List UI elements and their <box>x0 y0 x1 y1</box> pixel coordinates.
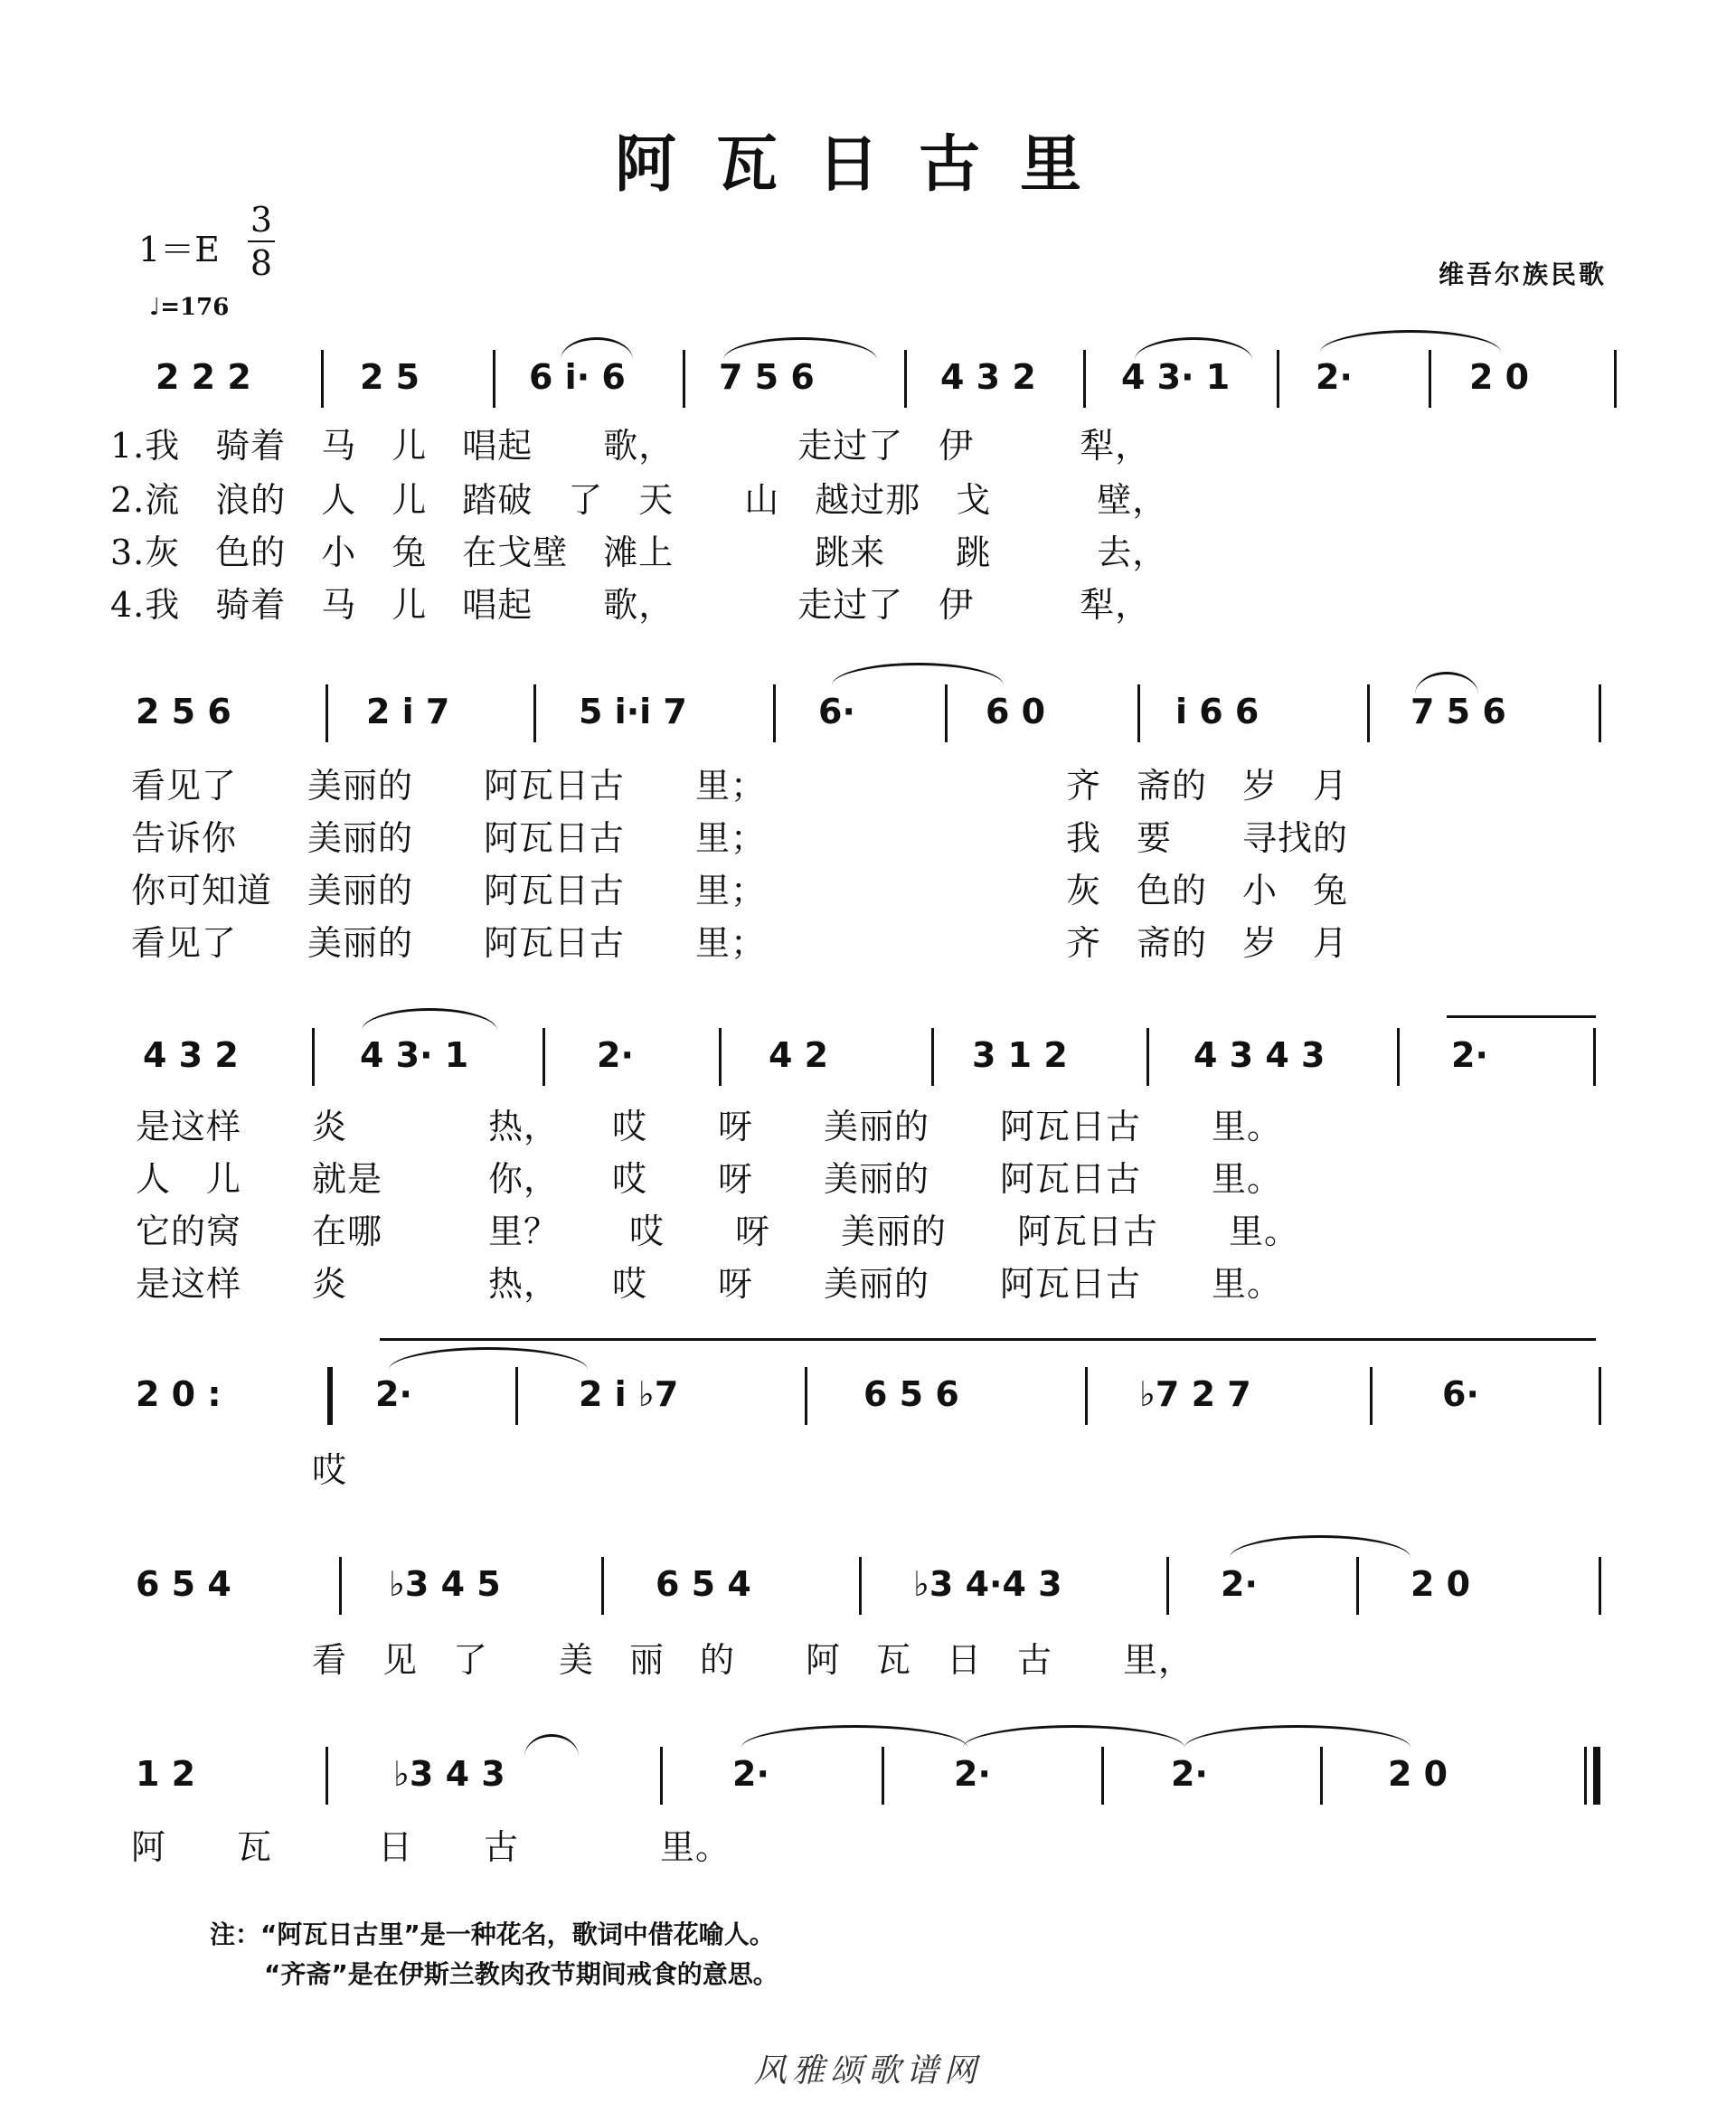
measure: 4 3· 1 <box>360 1035 469 1075</box>
lyric-line: 它的窝 在哪 里？ 哎 呀 美丽的 阿瓦日古 里。 <box>136 1212 1300 1251</box>
measure: 2· <box>1171 1754 1208 1794</box>
bar-line <box>805 1367 807 1425</box>
bar-line <box>719 1028 722 1086</box>
bar-line <box>326 1747 328 1805</box>
slur <box>561 337 633 360</box>
measure: 2 0 <box>1469 357 1530 397</box>
slur <box>1320 330 1501 353</box>
measure: 6 5 4 <box>656 1564 751 1604</box>
final-bar-line-thick <box>1593 1747 1600 1805</box>
lyric-line: 是这样 炎 热， 哎 呀 美丽的 阿瓦日古 里。 <box>136 1264 1283 1304</box>
time-signature-bottom: 8 <box>250 243 273 283</box>
slur <box>1184 1725 1410 1748</box>
measure: 4 3 2 <box>143 1035 239 1075</box>
slur <box>389 1347 588 1370</box>
measure: 2 5 <box>360 357 420 397</box>
lyric-line: 看见了 美丽的 阿瓦日古 里； 齐 斋的 岁 月 <box>131 766 1349 806</box>
bar-line <box>1085 1367 1088 1425</box>
bar-line <box>904 350 907 408</box>
lyric-line: 3.灰 色的 小 兔 在戈壁 滩上 跳来 跳 去， <box>110 533 1168 572</box>
slur <box>524 1734 579 1757</box>
slur <box>723 337 877 360</box>
lyric-line: 哎 <box>136 1450 348 1490</box>
slur <box>1230 1535 1410 1558</box>
watermark: 风雅颂歌谱网 <box>753 2052 982 2089</box>
bar-line <box>493 350 495 408</box>
system-4 <box>0 1374 1736 1447</box>
lyric-line: 1.我 骑着 马 儿 唱起 歌， 走过了 伊 犁， <box>110 426 1151 466</box>
bar-line <box>321 350 324 408</box>
measure: 2 0 <box>1388 1754 1448 1794</box>
phrase-line <box>380 1338 1596 1341</box>
bar-line <box>1397 1028 1400 1086</box>
measure: 2· <box>1221 1564 1258 1604</box>
bar-line <box>601 1557 604 1615</box>
bar-line <box>1320 1747 1323 1805</box>
measure: 2 2 2 <box>156 357 251 397</box>
measure: 4 3 4 3 <box>1194 1035 1326 1075</box>
bar-line <box>1614 350 1617 408</box>
bar-line <box>1101 1747 1104 1805</box>
measure: ♭7 2 7 <box>1139 1374 1251 1414</box>
measure: 6· <box>818 692 855 731</box>
measure: 3 1 2 <box>972 1035 1068 1075</box>
bar-line <box>1599 1557 1601 1615</box>
measure: 2· <box>597 1035 634 1075</box>
tie-line <box>1447 1015 1596 1038</box>
system-5 <box>0 1564 1736 1636</box>
lyric-line: 看 见 了 美 丽 的 阿 瓦 日 古 里， <box>136 1640 1194 1680</box>
measure: 6 5 4 <box>136 1564 231 1604</box>
measure: 2· <box>954 1754 991 1794</box>
lyric-line: 是这样 炎 热， 哎 呀 美丽的 阿瓦日古 里。 <box>136 1107 1283 1146</box>
lyric-line: 告诉你 美丽的 阿瓦日古 里； 我 要 寻找的 <box>131 818 1349 858</box>
bar-line <box>683 350 685 408</box>
measure: 6 i· 6 <box>529 357 626 397</box>
bar-line <box>1429 350 1431 408</box>
slur <box>1415 672 1478 694</box>
final-bar-line <box>1584 1747 1587 1805</box>
bar-line <box>533 684 536 742</box>
measure: ♭3 4·4 3 <box>913 1564 1062 1604</box>
bar-line <box>1166 1557 1169 1615</box>
bar-line <box>882 1747 884 1805</box>
system-2 <box>0 692 1736 764</box>
measure: 2 0 : <box>136 1374 222 1414</box>
measure: 6 5 6 <box>863 1374 959 1414</box>
bar-line <box>1137 684 1140 742</box>
lyric-line: 你可知道 美丽的 阿瓦日古 里； 灰 色的 小 兔 <box>131 871 1349 910</box>
bar-line <box>945 684 948 742</box>
bar-line <box>1146 1028 1149 1086</box>
measure: i 6 6 <box>1175 692 1260 731</box>
slur <box>741 1725 967 1748</box>
measure: 2· <box>375 1374 412 1414</box>
measure: 6· <box>1442 1374 1479 1414</box>
measure: ♭3 4 5 <box>389 1564 501 1604</box>
bar-line <box>1277 350 1279 408</box>
key-signature: 1＝E <box>138 230 220 269</box>
measure: 7 5 6 <box>1410 692 1506 731</box>
bar-line <box>1367 684 1370 742</box>
measure: 4 2 <box>769 1035 829 1075</box>
slur <box>362 1008 497 1031</box>
measure: ♭3 4 3 <box>393 1754 505 1794</box>
bar-line <box>1356 1557 1359 1615</box>
bar-line <box>339 1557 342 1615</box>
bar-line <box>326 684 328 742</box>
lyric-line: 4.我 骑着 马 儿 唱起 歌， 走过了 伊 犁， <box>110 585 1151 625</box>
lyric-line: 2.流 浪的 人 儿 踏破 了 天 山 越过那 戈 壁， <box>110 480 1168 520</box>
composer: 维吾尔族民歌 <box>1438 259 1607 289</box>
lyric-line: 人 儿 就是 你， 哎 呀 美丽的 阿瓦日古 里。 <box>136 1159 1283 1199</box>
bar-line <box>542 1028 545 1086</box>
bar-line <box>931 1028 934 1086</box>
measure: 5 i·i 7 <box>579 692 687 731</box>
system-6 <box>0 1754 1736 1826</box>
time-signature <box>248 201 275 282</box>
measure: 6 0 <box>986 692 1046 731</box>
footnote-2: “齐斋”是在伊斯兰教肉孜节期间戒食的意思。 <box>264 1959 778 1989</box>
page-title: 阿瓦日古里 <box>614 128 1121 201</box>
lyric-line: 看见了 美丽的 阿瓦日古 里； 齐 斋的 岁 月 <box>131 923 1349 963</box>
measure: 2 0 <box>1410 1564 1471 1604</box>
lyric-line: 阿 瓦 日 古 里。 <box>131 1827 731 1867</box>
system-3 <box>0 1035 1736 1108</box>
measure: 4 3 2 <box>940 357 1036 397</box>
bar-line <box>515 1367 518 1425</box>
slur <box>1135 337 1252 360</box>
measure: 4 3· 1 <box>1121 357 1231 397</box>
bar-line <box>773 684 776 742</box>
measure: 2 i ♭7 <box>579 1374 679 1414</box>
slur <box>963 1725 1184 1748</box>
measure: 2· <box>732 1754 769 1794</box>
measure: 2· <box>1451 1035 1488 1075</box>
measure: 2· <box>1316 357 1353 397</box>
bar-line <box>859 1557 862 1615</box>
time-signature-top: 3 <box>250 200 273 240</box>
measure: 7 5 6 <box>719 357 815 397</box>
bar-line <box>1370 1367 1373 1425</box>
measure: 2 5 6 <box>136 692 231 731</box>
time-signature-bar <box>248 240 275 242</box>
bar-line <box>1599 684 1601 742</box>
tempo-mark: ♩=176 <box>149 294 230 321</box>
bar-line <box>312 1028 315 1086</box>
bar-line <box>1083 350 1086 408</box>
slur <box>832 663 1004 685</box>
measure: 1 2 <box>136 1754 196 1794</box>
repeat-bar-line <box>327 1367 333 1425</box>
footnote-1: 注：“阿瓦日古里”是一种花名，歌词中借花喻人。 <box>210 1919 775 1949</box>
bar-line <box>660 1747 663 1805</box>
measure: 2 i 7 <box>366 692 450 731</box>
bar-line <box>1599 1367 1601 1425</box>
